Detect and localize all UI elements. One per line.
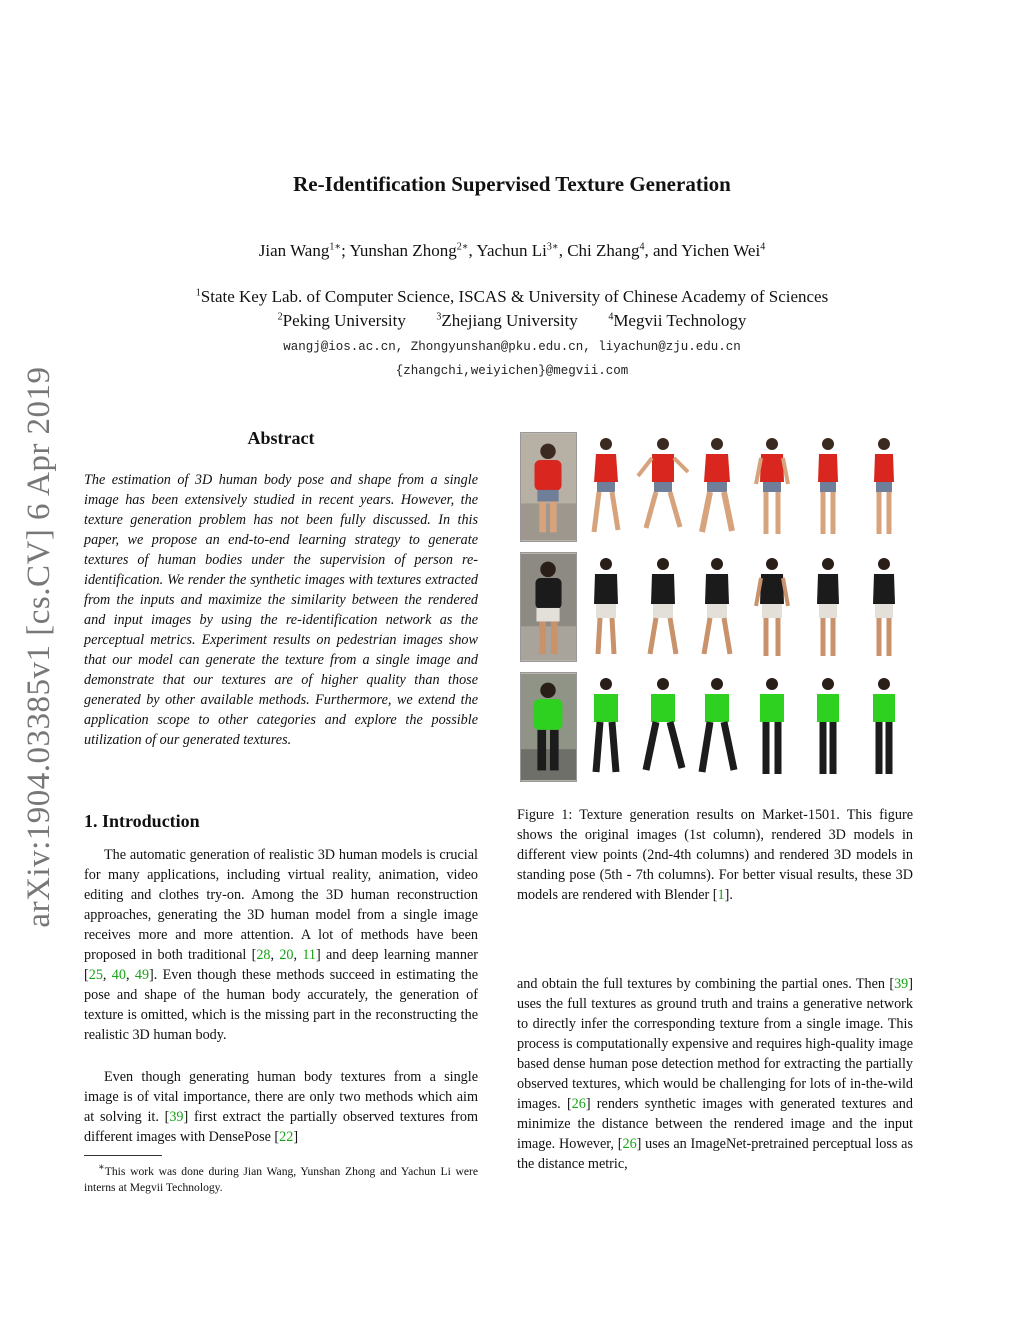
author-mark: 4 [760, 241, 766, 253]
affiliation-mark: 1 [195, 287, 201, 299]
author-name: Chi Zhang [567, 241, 640, 260]
citation-link[interactable]: 26 [622, 1136, 637, 1152]
author-name: Yunshan Zhong [349, 241, 457, 260]
affiliation-text: Megvii Technology [613, 311, 747, 330]
arxiv-stamp-text: arXiv:1904.03385v1 [cs.CV] 6 Apr 2019 [20, 366, 57, 928]
author-sep: , [558, 241, 568, 260]
affiliation-text: Zhejiang University [441, 311, 578, 330]
affiliation-mark: 3 [436, 311, 442, 323]
footnote-mark: ∗ [98, 1162, 105, 1173]
author-sep: , and [644, 241, 682, 260]
text-run: ] first extract the partially observed textures from different images with DensePose [ [84, 1109, 478, 1145]
rendered-models-row-3 [586, 672, 915, 782]
citation-link[interactable]: 39 [894, 976, 909, 992]
affiliation-line-1 [0, 287, 1024, 307]
author-mark: 4 [639, 241, 645, 253]
email-line-1: wangj@ios.ac.cn, Zhongyunshan@pku.edu.cn, liyachun@zju.edu.cn [283, 340, 741, 354]
text-run: , [125, 967, 135, 983]
author-mark: 3∗ [546, 241, 559, 253]
text-run: Even though generating human body textures from a single image is of vital importance, there are only two methods which aim at solving it. [ [84, 1069, 478, 1125]
input-photo [520, 672, 577, 782]
footnote-rule [84, 1155, 162, 1156]
email-line-2: {zhangchi,weiyichen}@megvii.com [395, 364, 629, 378]
text-run: Figure 1: Texture generation results on Market-1501. This figure shows the original images (1st column), rendered 3D models in different view points (2nd-4th columns) and rendered 3D models in standing pose (5th - 7th columns). For better visual results, these 3D models are rendered with Blender [ [517, 807, 913, 903]
citation-link[interactable]: 39 [169, 1109, 184, 1125]
affiliation-mark: 4 [608, 311, 614, 323]
intro-paragraph-2-continued [517, 974, 913, 1174]
text-run: The automatic generation of realistic 3D human models is crucial for many applications, including virtual reality, animation, video editing and clothes try-on. Among the 3D human reconstruction approaches, generating the 3D human model from a single image receives more and more attention. A lot of methods have been proposed in both traditional [ [84, 847, 478, 963]
author-list [0, 241, 1024, 261]
citation-link[interactable]: 28 [256, 947, 271, 963]
paper-title: Re-Identification Supervised Texture Generation [293, 172, 731, 196]
author-mark: 1∗ [329, 241, 342, 253]
figure-1 [520, 432, 915, 786]
figure-row-1 [520, 432, 915, 542]
introduction-heading: 1. Introduction [84, 811, 200, 831]
figure-row-2 [520, 552, 915, 662]
author-name: Yichen Wei [681, 241, 761, 260]
text-run: , [293, 947, 303, 963]
text-run: ] renders synthetic images with generated textures and minimize the distance between the rendered image and the input image. However, [ [517, 1096, 913, 1152]
citation-link[interactable]: 26 [571, 1096, 586, 1112]
input-photo [520, 552, 577, 662]
author-name: Jian Wang [258, 241, 330, 260]
affiliation-mark: 2 [277, 311, 283, 323]
intro-paragraph-1 [84, 845, 478, 1045]
text-run: ]. [724, 887, 733, 903]
citation-link[interactable]: 49 [134, 967, 150, 983]
input-photo [520, 432, 577, 542]
footnote-text: This work was done during Jian Wang, Yunshan Zhong and Yachun Li were interns at Megvii Technology. [84, 1164, 478, 1194]
text-run: ] and deep learning manner [ [84, 947, 479, 983]
citation-link[interactable]: 1 [717, 887, 725, 903]
text-run: ] uses the full textures as ground truth and trains a generative network to directly infer the corresponding texture from a single image. This process is computationally expensive and requires high-quality image based dense human pose detection method for extracting the partially observed textures, which would be challenging for lots of in-the-wild images. [ [517, 976, 913, 1112]
affiliation-line-2 [0, 311, 1024, 331]
citation-link[interactable]: 11 [302, 947, 316, 963]
author-mark: 2∗ [456, 241, 469, 253]
footnote [84, 1160, 478, 1196]
affiliation-text: Peking University [282, 311, 406, 330]
citation-link[interactable]: 22 [279, 1129, 294, 1145]
text-run: and obtain the full textures by combining the partial ones. Then [ [517, 976, 895, 992]
text-run: ]. Even though these methods succeed in estimating the pose and shape of the human body accurately, the generation of texture is omitted, which is the missing part in the reconstructing the realistic 3D human body. [84, 967, 479, 1043]
text-run: , [270, 947, 280, 963]
rendered-models-row-1 [586, 432, 915, 542]
author-name: Yachun Li [476, 241, 547, 260]
author-sep: , [468, 241, 477, 260]
text-run: ] uses an ImageNet-pretrained perceptual loss as the distance metric, [517, 1136, 913, 1172]
citation-link[interactable]: 40 [111, 967, 126, 983]
figure-row-3 [520, 672, 915, 782]
abstract-text: The estimation of 3D human body pose and shape from a single image has been extensively studied in recent years. However, the texture generation problem has not been fully discussed. In this paper, we propose an end-to-end learning strategy to generate textures of human bodies under the supervision of person re-identification. We render the synthetic images with textures extracted from the inputs and maximize the similarity between the rendered and input images by using the re-identification network as the perceptual metrics. Experiment results on pedestrian images show that our model can generate the texture from a single image and demonstrate that our textures are of higher quality than those generated by other available methods. Furthermore, we extend the application scope to other categories and explore the possible utilization of our generated textures. [84, 472, 478, 748]
citation-link[interactable]: 25 [88, 967, 103, 983]
citation-link[interactable]: 20 [279, 947, 294, 963]
abstract-heading: Abstract [247, 428, 315, 448]
text-run: ] [293, 1129, 299, 1145]
rendered-model [594, 438, 618, 532]
arxiv-stamp [14, 362, 64, 932]
author-sep: ; [341, 241, 350, 260]
rendered-models-row-2 [586, 552, 915, 662]
intro-paragraph-2 [84, 1067, 478, 1147]
affiliation-text: State Key Lab. of Computer Science, ISCAS & University of Chinese Academy of Sciences [200, 287, 829, 306]
text-run: , [102, 967, 112, 983]
figure-1-caption [517, 805, 913, 905]
